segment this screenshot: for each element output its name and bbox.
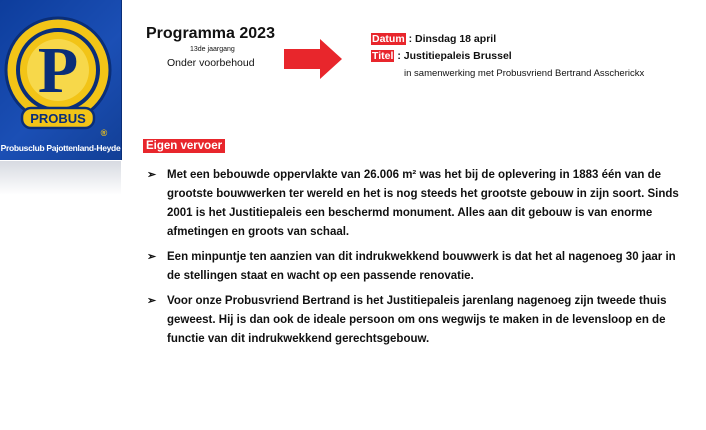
list-item <box>147 292 692 349</box>
bullet-text: Voor onze Probusvriend Bertrand is het Justitiepaleis jarenlang nagenoeg zijn tweede thuis geweest. Hij is dan ook de ideale persoon om ons wegwijs te maken in de levensloop en de functie van dit indrukwekkend gerechtsgebouw. <box>167 295 667 345</box>
section-heading: Eigen vervoer <box>143 139 225 153</box>
emblem-letter: P <box>37 34 79 107</box>
date-label: Datum <box>372 33 405 45</box>
program-edition: 13de jaargang <box>190 46 235 53</box>
emblem-text: PROBUS <box>30 111 86 126</box>
date-row <box>371 33 496 45</box>
collaboration-note: in samenwerking met Probusvriend Bertrand Asscherickx <box>404 68 645 79</box>
bullet-arrow-icon: ➢ <box>147 169 157 181</box>
probus-logo <box>0 0 122 160</box>
bullet-arrow-icon: ➢ <box>147 295 157 307</box>
title-label: Titel <box>372 50 394 62</box>
bullet-text: Met een bebouwde oppervlakte van 26.006 m² was het bij de oplevering in 1883 één van de grootste bouwwerken ter wereld en het is nog steeds het grootste gebouw in zijn soort. Sinds 2001 is het Justitiepaleis een beschermd monument. Alles aan dit gebouw is van enorme afmetingen en groots van schaal. <box>167 169 679 238</box>
list-item <box>147 166 692 242</box>
list-item <box>147 248 692 286</box>
bullet-list <box>147 166 692 355</box>
registered-mark: ® <box>100 128 108 138</box>
title-value: : Justitiepaleis Brussel <box>394 50 512 62</box>
arrow-right-icon <box>284 39 344 79</box>
bullet-text: Een minpuntje ten aanzien van dit indrukwekkend bouwwerk is dat het al nagenoeg 30 jaar in de stellingen staat en wacht op een passende renovatie. <box>167 251 676 282</box>
title-row <box>371 50 512 62</box>
logo-reflection <box>0 161 121 195</box>
probus-emblem-icon <box>0 0 121 142</box>
date-value: : Dinsdag 18 april <box>405 33 497 45</box>
program-note: Onder voorbehoud <box>167 57 255 69</box>
program-title: Programma 2023 <box>146 25 275 42</box>
bullet-arrow-icon: ➢ <box>147 251 157 263</box>
logo-caption: Probusclub Pajottenland-Heyde <box>0 143 121 153</box>
